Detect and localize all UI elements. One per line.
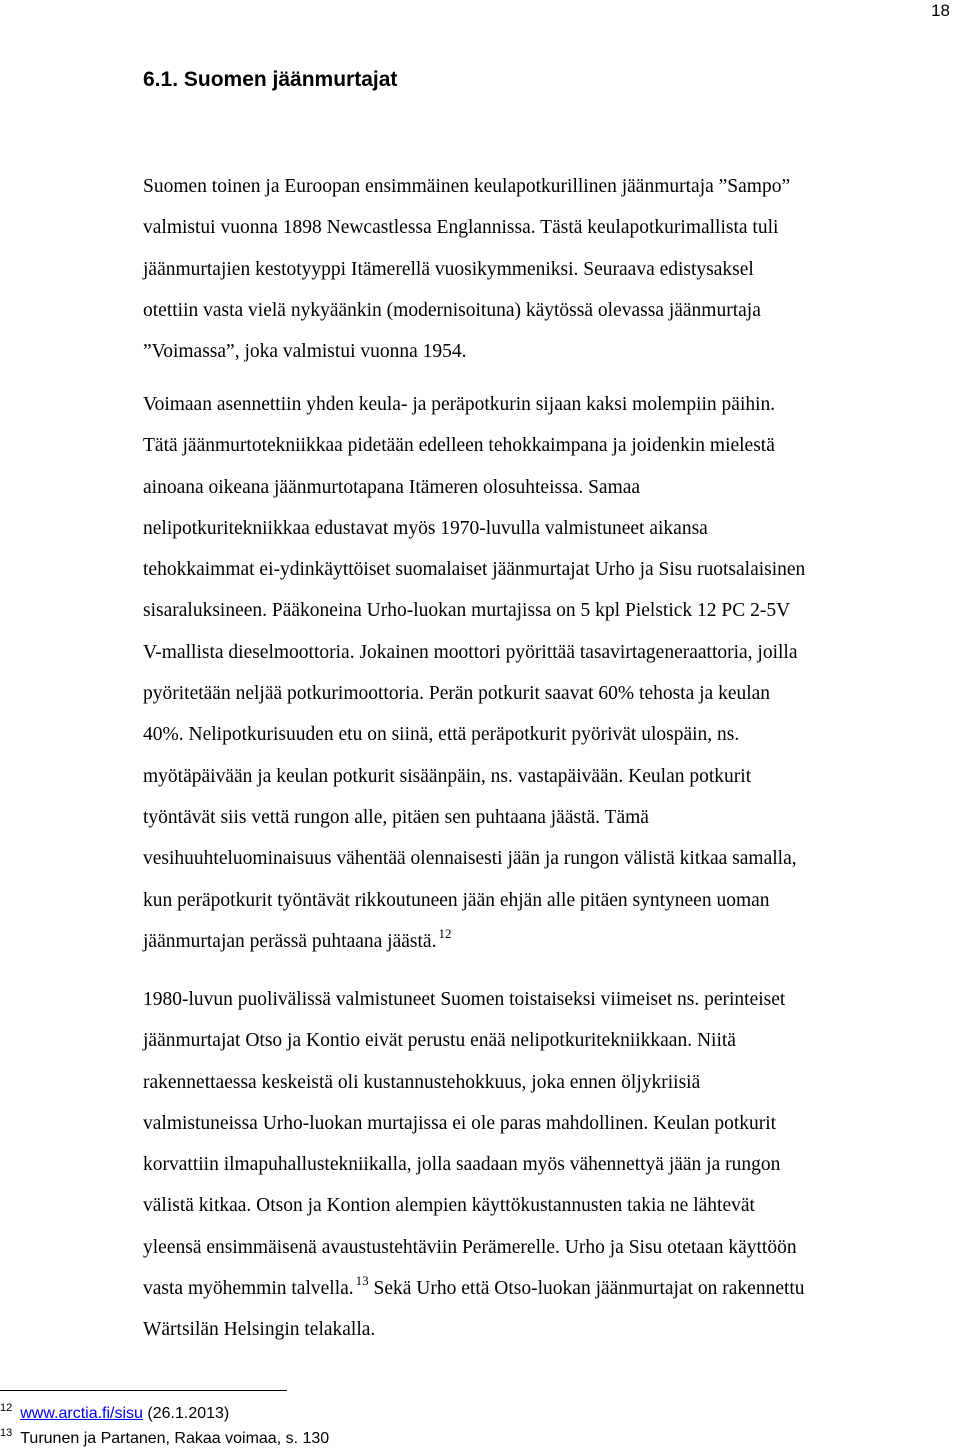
paragraph-line-text: jäänmurtajan perässä puhtaana jäästä.: [143, 930, 437, 952]
paragraph-line: Wärtsilän Helsingin telakalla.: [143, 1319, 376, 1341]
paragraph-line: ”Voimassa”, joka valmistui vuonna 1954.: [143, 341, 467, 363]
footnote-text: Turunen ja Partanen, Rakaa voimaa, s. 130: [20, 1430, 330, 1447]
paragraph-2: [143, 384, 958, 962]
paragraph-line: kun peräpotkurit työntävät rikkoutuneen jään ehjän alle pitäen syntyneen uoman: [143, 889, 770, 911]
paragraph-line: myötäpäivään ja keulan potkurit sisäänpäin, ns. vastapäivään. Keulan potkurit: [143, 765, 752, 787]
paragraph-line: Voimaan asennettiin yhden keula- ja peräpotkurin sijaan kaksi molempiin päihin.: [143, 394, 776, 415]
paragraph-line: V-mallista dieselmoottoria. Jokainen moottori pyörittää tasavirtageneraattoria, joilla: [143, 641, 798, 663]
footnote-reference-12[interactable]: 12: [438, 925, 452, 941]
paragraph-line-text: vasta myöhemmin talvella.: [143, 1278, 354, 1300]
paragraph-line: ainoana oikeana jäänmurtotapana Itämeren olosuhteissa. Samaa: [143, 476, 641, 498]
paragraph-line-text: Sekä Urho että Otso-luokan jäänmurtajat on rakennettu: [368, 1278, 805, 1300]
paragraph-line: 1980-luvun puolivälissä valmistuneet Suomen toistaiseksi viimeiset ns. perinteiset: [143, 989, 786, 1010]
paragraph-line: korvattiin ilmapuhallustekniikalla, jolla saadaan myös vähennettyä jään ja rungon: [143, 1154, 781, 1176]
section-heading: 6.1. Suomen jäänmurtajat: [143, 68, 398, 91]
footnote-13: [0, 1426, 329, 1451]
paragraph-line: jäänmurtajien kestotyyppi Itämerellä vuosikymmeniksi. Seuraava edistysaksel: [143, 258, 754, 280]
footnote-number: 13: [0, 1427, 13, 1439]
footnote-reference-13[interactable]: 13: [355, 1273, 369, 1289]
footnote-number: 12: [0, 1402, 13, 1414]
paragraph-line: Suomen toinen ja Euroopan ensimmäinen keulapotkurillinen jäänmurtaja ”Sampo”: [143, 176, 791, 197]
paragraph-line: [143, 1268, 958, 1309]
footnote-link[interactable]: www.arctia.fi/sisu: [20, 1405, 143, 1422]
footnote-12: [0, 1401, 329, 1426]
paragraph-line: nelipotkuritekniikkaa edustavat myös 1970-luvulla valmistuneet aikansa: [143, 517, 708, 539]
paragraph-line: [143, 921, 958, 962]
paragraph-line: Tätä jäänmurtotekniikkaa pidetään edelleen tehokkaimpana ja joidenkin mielestä: [143, 435, 775, 457]
paragraph-line: rakennettaessa keskeistä oli kustannustehokkuus, joka ennen öljykriisiä: [143, 1071, 701, 1093]
page-number: 18: [931, 1, 950, 20]
paragraph-line: valmistuneissa Urho-luokan murtajissa ei ole paras mahdollinen. Keulan potkurit: [143, 1112, 777, 1134]
paragraph-line: jäänmurtajat Otso ja Kontio eivät perustu enää nelipotkuritekniikkaan. Niitä: [143, 1030, 736, 1052]
paragraph-line: välistä kitkaa. Otson ja Kontion alempien käyttökustannusten takia ne lähtevät: [143, 1195, 755, 1217]
footnote-separator: [0, 1390, 287, 1391]
paragraph-line: tehokkaimmat ei-ydinkäyttöiset suomalaiset jäänmurtajat Urho ja Sisu ruotsalaisinen: [143, 559, 806, 581]
paragraph-line: vesihuuhteluominaisuus vähentää olennaisesti jään ja rungon välistä kitkaa samalla,: [143, 848, 797, 870]
paragraph-line: pyöritetään neljää potkurimoottoria. Perän potkurit saavat 60% tehosta ja keulan: [143, 683, 771, 705]
paragraph-line: 40%. Nelipotkurisuuden etu on siinä, että peräpotkurit pyörivät ulospäin, ns.: [143, 724, 740, 746]
paragraph-line: otettiin vasta vielä nykyäänkin (modernisoituna) käytössä olevassa jäänmurtaja: [143, 299, 761, 321]
paragraph-line: valmistui vuonna 1898 Newcastlessa Englannissa. Tästä keulapotkurimallista tuli: [143, 217, 779, 239]
paragraph-line: työntävät siis vettä rungon alle, pitäen sen puhtaana jäästä. Tämä: [143, 806, 649, 828]
paragraph-line: sisaraluksineen. Pääkoneina Urho-luokan murtajissa on 5 kpl Pielstick 12 PC 2-5V: [143, 600, 791, 622]
paragraph-line: yleensä ensimmäisenä avaustustehtäviin Perämerelle. Urho ja Sisu otetaan käyttöön: [143, 1236, 797, 1258]
footnote-text: (26.1.2013): [142, 1405, 230, 1422]
footnotes: [0, 1401, 329, 1451]
paragraph-1: [143, 166, 958, 372]
paragraph-3: [143, 979, 958, 1351]
